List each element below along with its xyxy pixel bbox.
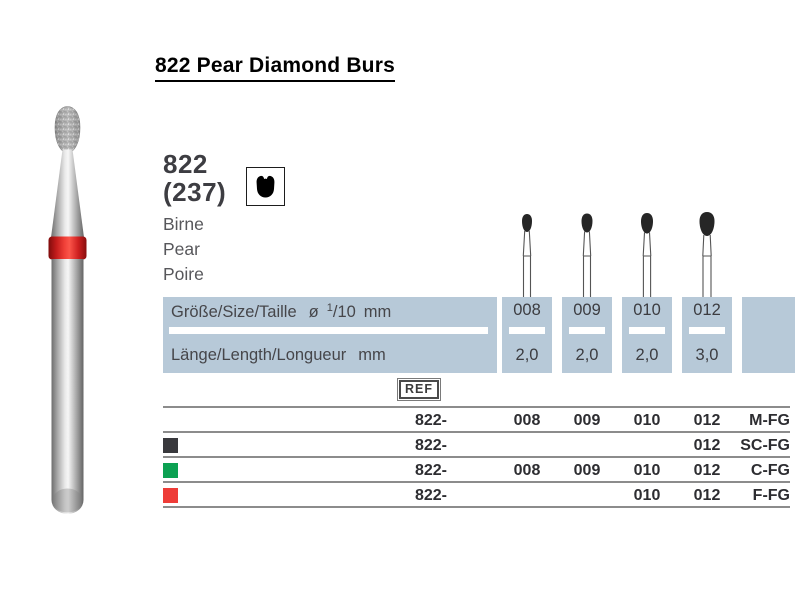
length-row-label: Länge/Length/Longueur mm xyxy=(171,346,386,364)
order-table xyxy=(163,406,790,508)
bur-size-glyph-010 xyxy=(636,209,658,297)
ref-box xyxy=(397,378,441,401)
order-size: 010 xyxy=(633,462,661,479)
column-length: 2,0 xyxy=(635,346,659,364)
catalog-prefix: 822- xyxy=(414,412,447,429)
catalog-prefix: 822- xyxy=(414,487,447,504)
grit-suffix: C-FG xyxy=(750,462,790,479)
catalog-prefix: 822- xyxy=(414,462,447,479)
table-divider-strip xyxy=(169,327,488,334)
column-length: 2,0 xyxy=(575,346,599,364)
size-row-label: Größe/Size/Taille ø $^1$/10 mm xyxy=(171,302,392,321)
order-size: 008 xyxy=(513,462,541,479)
order-size: 009 xyxy=(573,462,601,479)
ref-label: REF xyxy=(399,380,439,399)
order-size: 012 xyxy=(693,487,721,504)
order-size: 010 xyxy=(633,412,661,429)
bur-size-glyph-012 xyxy=(696,209,718,297)
spec-column-010 xyxy=(622,297,672,373)
spec-column-009 xyxy=(562,297,612,373)
shape-name-de: Birne xyxy=(163,214,204,234)
order-size: 008 xyxy=(513,412,541,429)
order-size: 009 xyxy=(573,412,601,429)
column-size: 008 xyxy=(513,301,541,319)
column-length: 2,0 xyxy=(515,346,539,364)
order-row-f-fg xyxy=(163,483,790,508)
table-divider-strip xyxy=(569,327,605,334)
order-size: 012 xyxy=(693,412,721,429)
order-row-c-fg xyxy=(163,458,790,483)
shape-name-fr: Poire xyxy=(163,264,204,284)
bur-photo xyxy=(20,98,120,533)
pear-silhouette-icon xyxy=(252,173,279,201)
spec-column-012 xyxy=(682,297,732,373)
bur-size-glyph-008 xyxy=(516,209,538,297)
grit-suffix: M-FG xyxy=(749,412,790,429)
grit-suffix: F-FG xyxy=(752,487,790,504)
page-title: 822 Pear Diamond Burs xyxy=(155,54,395,82)
diameter-symbol: ø xyxy=(308,303,319,321)
column-size: 010 xyxy=(633,301,661,319)
shape-icon-box xyxy=(246,167,285,206)
shape-names xyxy=(163,212,204,287)
spec-table-label-block xyxy=(163,297,497,373)
column-length: 3,0 xyxy=(695,346,719,364)
figure-alt-number: (237) xyxy=(163,177,227,207)
order-size: 010 xyxy=(633,487,661,504)
column-size: 012 xyxy=(693,301,721,319)
bur-size-glyph-009 xyxy=(576,209,598,297)
figure-number-block xyxy=(163,150,226,206)
order-row-m-fg xyxy=(163,408,790,433)
catalog-prefix: 822- xyxy=(414,437,447,454)
table-divider-strip xyxy=(509,327,545,334)
spec-column-008 xyxy=(502,297,552,373)
table-divider-strip xyxy=(689,327,725,334)
shape-name-en: Pear xyxy=(163,239,200,259)
table-divider-strip xyxy=(629,327,665,334)
grit-suffix: SC-FG xyxy=(740,437,790,454)
figure-number: 822 xyxy=(163,149,208,179)
column-size: 009 xyxy=(573,301,601,319)
order-row-sc-fg xyxy=(163,433,790,458)
order-size: 012 xyxy=(693,462,721,479)
order-size: 012 xyxy=(693,437,721,454)
spec-column-empty xyxy=(742,297,795,373)
